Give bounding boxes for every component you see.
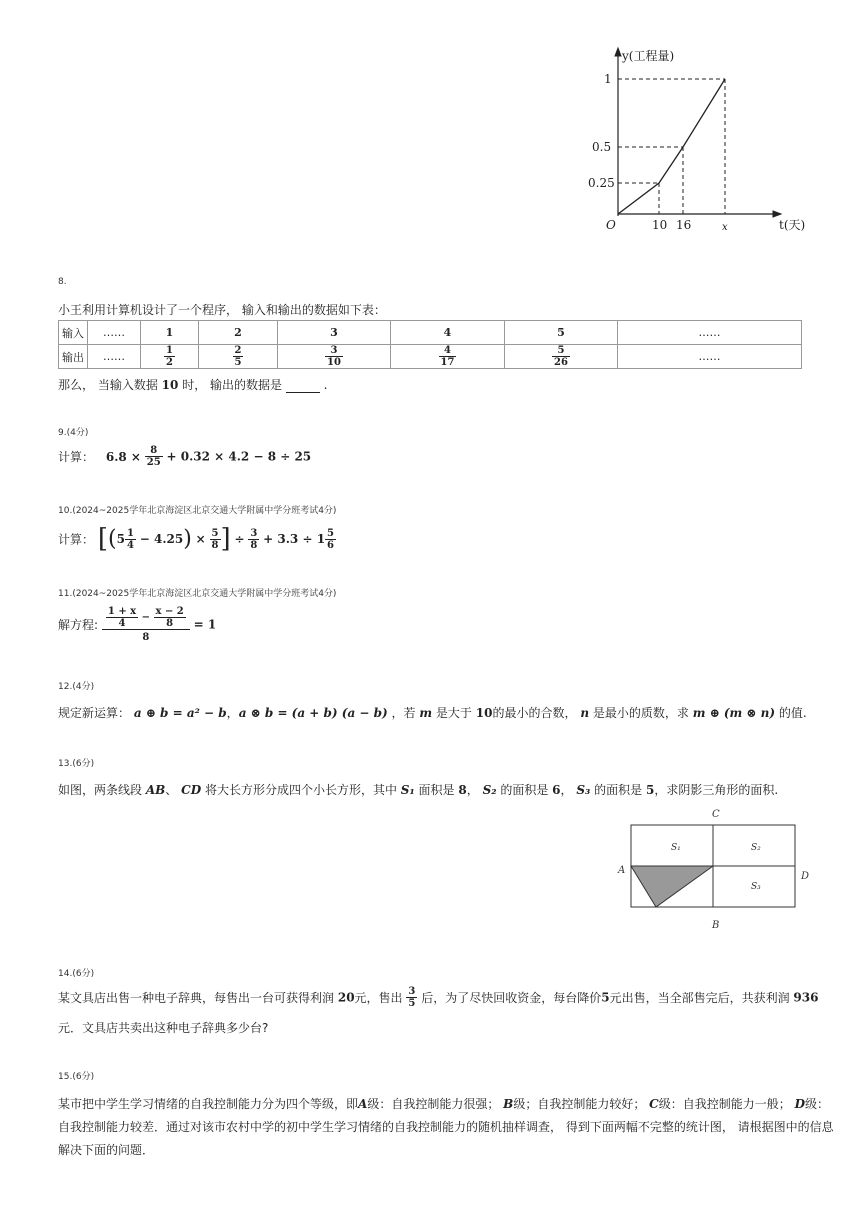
segment-ab: AB [145, 783, 166, 797]
input-cell: 3 [278, 321, 391, 345]
q8-ask [58, 376, 328, 393]
q9-expr-a: 6.8 × [105, 449, 141, 464]
label-s2: S₂ [751, 843, 761, 853]
x-axis-arrow [773, 211, 781, 217]
q11-body [58, 606, 216, 643]
q8-ask-mid: 时， 输出的数据是 [182, 378, 283, 392]
q8-ask-value: 10 [161, 378, 179, 392]
q11-minus: − [141, 612, 151, 623]
q12-text5: 是最小的质数，求 [592, 706, 689, 720]
q12-expr: m ⊕ (m ⊗ n) [692, 706, 776, 720]
q9-number: 9. [58, 428, 67, 438]
output-cell [391, 345, 505, 369]
q11-t1-den: 4 [118, 618, 126, 629]
x-tick-10: 10 [652, 218, 668, 232]
shaded-triangle [631, 866, 713, 907]
input-ellipsis-left: …… [88, 321, 141, 345]
label-d: D [801, 871, 810, 882]
output-cell [278, 345, 391, 369]
q12-def2: a ⊗ b = (a + b) (a − b) [238, 706, 388, 720]
label-s3: S₃ [751, 882, 761, 892]
q12-def1: a ⊕ b = a² − b [133, 706, 227, 720]
q12-text1: 规定新运算： [58, 706, 131, 720]
q14-header [58, 966, 94, 979]
q13-number: 13. [58, 759, 73, 769]
output-cell [141, 345, 199, 369]
input-ellipsis-right: …… [618, 321, 802, 345]
q10-f3-den: 8 [250, 539, 258, 551]
output-label: 输出 [59, 345, 88, 369]
work-progress-graph [580, 40, 820, 240]
q11-rhs: = 1 [193, 617, 217, 632]
q12-text3: 是大于 [435, 706, 472, 720]
q10-f2-den: 8 [211, 539, 219, 551]
q11-t2-den: 8 [166, 618, 174, 629]
q12-header [58, 679, 94, 692]
q12-body [58, 704, 807, 721]
label-c: C [712, 809, 720, 820]
q11-source: (2024~2025学年北京海淀区北京交通大学附属中学分班考试4分) [72, 589, 337, 599]
q9-frac-num: 8 [145, 445, 163, 457]
q14-line2: 元．文具店共卖出这种电子辞典多少台? [58, 1021, 269, 1035]
q10-number: 10. [58, 506, 73, 516]
q15-line1: 某市把中学生学习情绪的自我控制能力分为四个等级，即A级：自我控制能力很强； B级；自我控制能力较好； C级：自我控制能力一般； D级： [58, 1097, 829, 1111]
q11-label: 解方程: [58, 618, 99, 632]
y-axis-label: y(工程量) [622, 49, 675, 63]
q11-t2-num: x − 2 [155, 606, 184, 617]
q15-score: (6分) [72, 1072, 95, 1082]
q9-label: 计算： [58, 450, 95, 464]
output-cell [505, 345, 618, 369]
label-b: B [712, 920, 720, 931]
q10-body [58, 524, 336, 554]
output-num: 5 [552, 345, 570, 357]
q12-m: m [419, 706, 433, 720]
output-num: 1 [166, 345, 173, 356]
bracket-open: [ [97, 524, 108, 554]
q10-f1-num: 1 [126, 527, 134, 539]
y-tick-1: 1 [604, 72, 612, 86]
q10-f4-num: 5 [327, 527, 335, 539]
q11-big-fraction [102, 606, 190, 643]
segment-cd: CD [181, 783, 202, 797]
q14-number: 14. [58, 969, 73, 979]
q9-expr-b: + 0.32 × 4.2 − 8 ÷ 25 [166, 449, 312, 464]
q14-score: (6分) [72, 969, 95, 979]
input-row [59, 321, 802, 345]
q13-body: 如图，两条线段 AB、 CD 将大长方形分成四个小长方形，其中 S₁ 面积是 8， S₂ 的面积是 6， S₃ 的面积是 5，求阴影三角形的面积. [58, 783, 779, 797]
q12-ten: 10 [475, 706, 493, 720]
input-cell: 1 [141, 321, 199, 345]
paren-open: ( [108, 526, 117, 552]
q8-ask-prefix: 那么， 当输入数据 [58, 378, 158, 392]
output-ellipsis-right: …… [618, 345, 802, 369]
q15-line3: 解决下面的问题． [58, 1143, 155, 1157]
q8-ask-end: . [323, 378, 328, 392]
q11-header [58, 586, 336, 599]
input-cell: 4 [391, 321, 505, 345]
label-a: A [618, 865, 626, 876]
q14-line1: 某文具店出售一种电子辞典，每售出一台可获得利润 20元，售出 $\frac{3}{5}$ 后，为了尽快回收资金，每台降价5元出售，当全部售完后，共获利润 936 [58, 986, 819, 1009]
output-num: 2 [234, 345, 242, 356]
output-den: 26 [554, 357, 568, 368]
input-cell: 5 [505, 321, 618, 345]
q15-number: 15. [58, 1072, 73, 1082]
q11-number: 11. [58, 589, 73, 599]
q10-p1: 5 [116, 532, 125, 546]
q9-header [58, 425, 88, 438]
q15-line2: 自我控制能力较差．通过对该市农村中学的初中学生学习情绪的自我控制能力的随机抽样调查， 得到下面两幅不完整的统计图， 请根据图中的信息 [58, 1120, 834, 1134]
output-cell [199, 345, 278, 369]
origin-label: O [606, 218, 616, 232]
bracket-close: ] [220, 524, 231, 554]
q8-number: 8. [58, 277, 67, 287]
output-num: 3 [325, 345, 343, 357]
q13-score: (6分) [72, 759, 95, 769]
q12-text2: ，若 [391, 706, 416, 720]
q12-text6: 的值. [778, 706, 807, 720]
x-tick-16: 16 [676, 218, 692, 232]
q12-n: n [580, 706, 590, 720]
q10-p2: − 4.25 [139, 532, 184, 546]
output-den: 17 [440, 357, 455, 368]
q13-header [58, 756, 94, 769]
output-den: 2 [166, 357, 173, 368]
y-tick-05: 0.5 [592, 140, 612, 154]
output-num: 4 [439, 345, 457, 357]
output-row [59, 345, 802, 369]
input-cell: 2 [199, 321, 278, 345]
q10-f2-num: 5 [211, 527, 219, 539]
q11-den: 8 [142, 632, 150, 643]
q12-score: (4分) [72, 682, 95, 692]
q9-frac-den: 25 [146, 457, 161, 468]
q10-f3-num: 3 [250, 527, 258, 539]
q12-text4: 的最小的合数， [492, 706, 577, 720]
q11-t1-num: 1 + x [107, 606, 137, 617]
q10-label: 计算： [58, 532, 95, 547]
label-s1: S₁ [671, 843, 681, 853]
q10-f4-den: 6 [327, 539, 335, 551]
io-table [58, 320, 802, 369]
output-den: 10 [327, 357, 341, 368]
q10-source: (2024~2025学年北京海淀区北京交通大学附属中学分班考试4分) [72, 506, 337, 516]
q9-score: (4分) [66, 428, 89, 438]
q12-comma: ， [226, 706, 239, 720]
q15-header [58, 1069, 94, 1082]
answer-blank[interactable] [286, 381, 320, 393]
q10-p4: ÷ [234, 532, 245, 546]
q10-p5: + 3.3 ÷ 1 [263, 532, 326, 546]
q12-number: 12. [58, 682, 73, 692]
paren-close: ) [183, 526, 192, 552]
q10-f1-den: 4 [126, 539, 134, 551]
rectangle-figure [612, 804, 817, 934]
x-tick-x: x [722, 222, 728, 233]
y-axis-arrow [615, 48, 621, 56]
y-tick-025: 0.25 [588, 176, 615, 190]
q9-body [58, 445, 311, 468]
q10-p3: × [195, 532, 206, 546]
x-axis-label: t(天) [779, 218, 806, 232]
output-ellipsis-left: …… [88, 345, 141, 369]
output-den: 5 [234, 357, 242, 368]
input-label: 输入 [59, 321, 88, 345]
q8-intro: 小王利用计算机设计了一个程序， 输入和输出的数据如下表： [58, 303, 386, 317]
q10-header [58, 503, 336, 516]
